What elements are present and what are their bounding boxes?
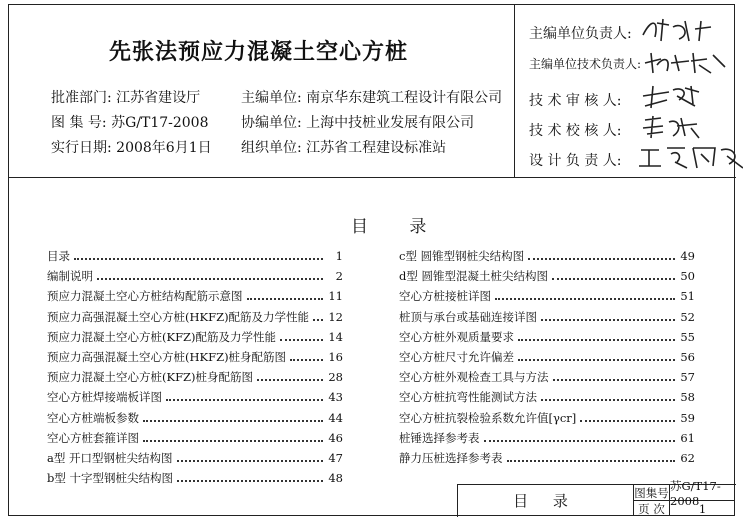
toc-left-column: [47, 246, 343, 488]
title-block-name: 目 录: [458, 485, 634, 516]
toc-entry[interactable]: 预应力高强混凝土空心方桩(HKFZ)桩身配筋图 16: [47, 350, 343, 365]
toc-right-column: [399, 246, 695, 468]
chief-editor-label: 主编单位:: [241, 90, 302, 106]
chief-editor-unit: [241, 87, 502, 107]
approval-dept: [51, 87, 200, 107]
approval-value: 江苏省建设厅: [116, 90, 201, 106]
page-label-cell: 页 次: [634, 501, 670, 516]
handwritten-signature: [639, 112, 709, 140]
co-editor-unit: [241, 112, 474, 132]
toc-entry[interactable]: 预应力混凝土空心方桩(KFZ)桩身配筋图 28: [47, 370, 343, 385]
organizer-label: 组织单位:: [241, 140, 302, 156]
effective-date: [51, 137, 212, 157]
toc-entry[interactable]: 空心方桩焊接端板详图 43: [47, 390, 343, 405]
signature-label: 设 计 负 责 人:: [529, 153, 622, 169]
effective-date-value: 2008年6月1日: [116, 140, 212, 156]
signature-label: 技 术 审 核 人:: [529, 93, 622, 109]
toc-entry[interactable]: c型 圆锥型钢桩尖结构图 49: [399, 249, 695, 264]
document-title: 先张法预应力混凝土空心方桩: [109, 40, 409, 65]
toc-entry[interactable]: a型 开口型钢桩尖结构图 47: [47, 450, 343, 465]
organizer-unit: [241, 137, 446, 157]
toc-entry[interactable]: 预应力混凝土空心方桩结构配筋示意图 11: [47, 289, 343, 304]
signature-row: [529, 55, 641, 72]
toc-entry[interactable]: 空心方桩抗裂检验系数允许值[γcr] 59: [399, 410, 695, 425]
toc-entry[interactable]: 空心方桩抗弯性能测试方法 58: [399, 390, 695, 405]
toc-entry[interactable]: 空心方桩尺寸允许偏差 56: [399, 350, 695, 365]
toc-entry[interactable]: 空心方桩套箍详图 46: [47, 430, 343, 445]
toc-entry[interactable]: 桩锤选择参考表 61: [399, 430, 695, 445]
atlas-no-value-cell: 苏G/T17-2008: [670, 485, 735, 501]
handwritten-signature: [637, 142, 743, 172]
handwritten-signature: [639, 82, 709, 110]
toc-entry[interactable]: 静力压桩选择参考表 62: [399, 450, 695, 465]
chief-editor-value: 南京华东建筑工程设计有限公司: [306, 90, 503, 106]
signature-label: 主编单位负责人:: [529, 26, 632, 42]
atlas-number: [51, 112, 209, 132]
organizer-value: 江苏省工程建设标准站: [306, 140, 447, 156]
toc-entry[interactable]: b型 十字型钢桩尖结构图 48: [47, 471, 343, 486]
toc-entry[interactable]: 预应力混凝土空心方桩(KFZ)配筋及力学性能 14: [47, 329, 343, 344]
toc-entry[interactable]: 空心方桩外观质量要求 55: [399, 329, 695, 344]
signature-label: 主编单位技术负责人:: [529, 57, 642, 71]
co-editor-value: 上海中技桩业发展有限公司: [306, 115, 475, 131]
signature-row: [529, 150, 622, 170]
atlas-label: 图 集 号:: [51, 115, 107, 131]
atlas-no-label-cell: 图集号: [634, 485, 669, 500]
atlas-value: 苏G/T17-2008: [111, 115, 209, 131]
drawing-frame: [8, 4, 735, 516]
toc-entry[interactable]: 编制说明 2: [47, 269, 343, 284]
handwritten-signature: [639, 15, 719, 43]
signature-label: 技 术 校 核 人:: [529, 123, 622, 139]
toc-entry[interactable]: d型 圆锥型混凝土桩尖结构图 50: [399, 269, 695, 284]
approval-label: 批准部门:: [51, 90, 112, 106]
toc-entry[interactable]: 空心方桩外观检查工具与方法 57: [399, 370, 695, 385]
toc-heading: 目 录: [351, 217, 445, 237]
toc-entry[interactable]: 空心方桩接桩详图 51: [399, 289, 695, 304]
signature-row: [529, 120, 622, 140]
toc-entry[interactable]: 空心方桩端板参数 44: [47, 410, 343, 425]
signature-column: [514, 5, 736, 178]
header-block: [9, 5, 736, 178]
effective-date-label: 实行日期:: [51, 140, 112, 156]
co-editor-label: 协编单位:: [241, 115, 302, 131]
toc-entry[interactable]: 桩顶与承台或基础连接详图 52: [399, 309, 695, 324]
page-value-cell: 1: [698, 501, 707, 516]
title-block: [457, 478, 736, 517]
handwritten-signature: [641, 47, 731, 75]
toc-entry[interactable]: 目录 1: [47, 249, 343, 264]
toc-entry[interactable]: 预应力高强混凝土空心方桩(HKFZ)配筋及力学性能 12: [47, 309, 343, 324]
signature-row: [529, 23, 632, 43]
signature-row: [529, 90, 622, 110]
